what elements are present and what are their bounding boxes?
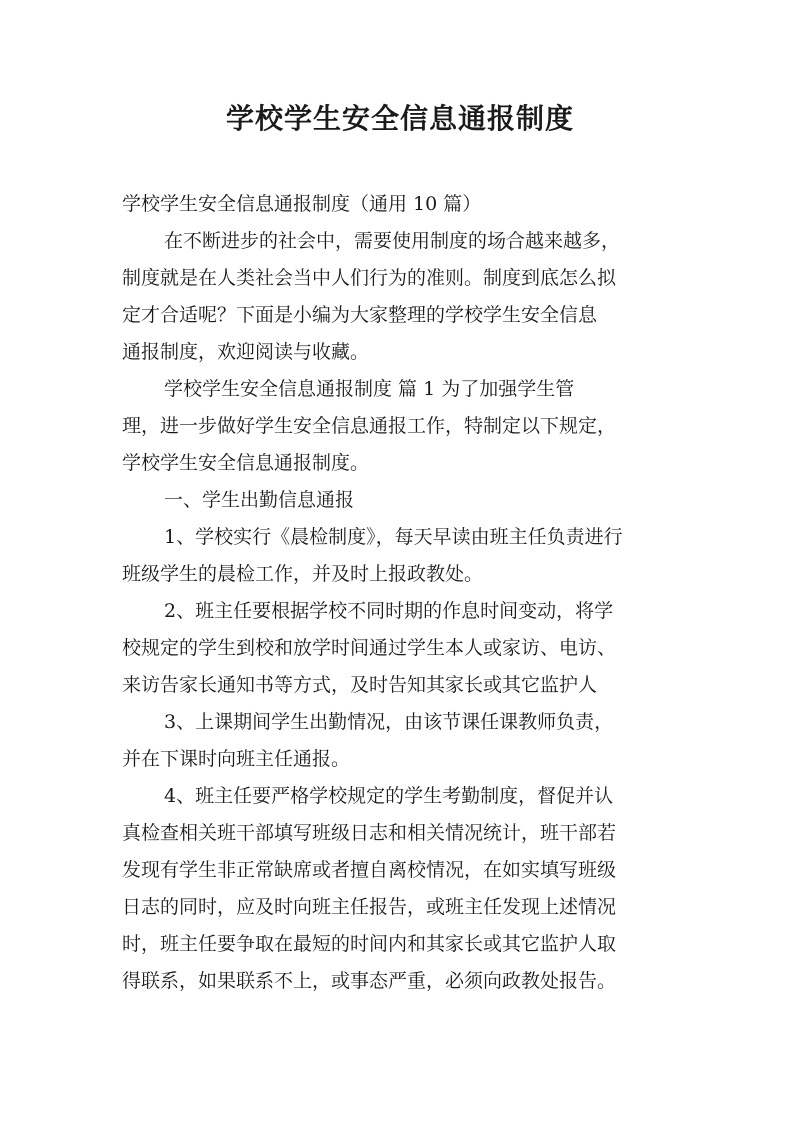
paragraph-line: 定才合适呢？下面是小编为大家整理的学校学生安全信息 xyxy=(122,304,598,326)
paragraph-line: 日志的同时，应及时向班主任报告，或班主任发现上述情况 xyxy=(122,896,617,918)
paragraph-line: 2、班主任要根据学校不同时期的作息时间变动，将学 xyxy=(164,600,614,622)
paragraph-line: 学校学生安全信息通报制度。 xyxy=(122,452,370,474)
paragraph-line: 3、上课期间学生出勤情况，由该节课任课教师负责， xyxy=(164,711,614,733)
paragraph-line: 通报制度，欢迎阅读与收藏。 xyxy=(122,341,370,363)
paragraph-line: 理，进一步做好学生安全信息通报工作，特制定以下规定， xyxy=(122,415,617,437)
document-title: 学校学生安全信息通报制度 xyxy=(225,102,574,135)
paragraph-line: 时，班主任要争取在最短的时间内和其家长或其它监护人取 xyxy=(122,933,617,955)
subtitle-line: 学校学生安全信息通报制度（通用 10 篇） xyxy=(122,193,482,215)
paragraph-line: 学校学生安全信息通报制度 篇 1 为了加强学生管 xyxy=(164,378,575,400)
document-body xyxy=(122,186,692,1000)
paragraph-line: 4、班主任要严格学校规定的学生考勤制度，督促并认 xyxy=(164,785,614,807)
paragraph-line: 1、学校实行《晨检制度》，每天早读由班主任负责进行 xyxy=(164,526,623,548)
paragraph-line: 发现有学生非正常缺席或者擅自离校情况，在如实填写班级 xyxy=(122,859,617,881)
paragraph-line: 真检查相关班干部填写班级日志和相关情况统计，班干部若 xyxy=(122,822,617,844)
paragraph-line: 制度就是在人类社会当中人们行为的准则。制度到底怎么拟 xyxy=(122,267,617,289)
paragraph-line: 并在下课时向班主任通报。 xyxy=(122,748,351,770)
section-heading: 一、学生出勤信息通报 xyxy=(164,489,355,511)
paragraph-line: 来访告家长通知书等方式，及时告知其家长或其它监护人 xyxy=(122,674,598,696)
paragraph-line: 校规定的学生到校和放学时间通过学生本人或家访、电访、 xyxy=(122,637,617,659)
paragraph-line: 得联系，如果联系不上，或事态严重，必须向政教处报告。 xyxy=(122,970,617,992)
paragraph-line: 在不断进步的社会中，需要使用制度的场合越来越多， xyxy=(164,230,621,252)
paragraph-line: 班级学生的晨检工作，并及时上报政教处。 xyxy=(122,563,484,585)
